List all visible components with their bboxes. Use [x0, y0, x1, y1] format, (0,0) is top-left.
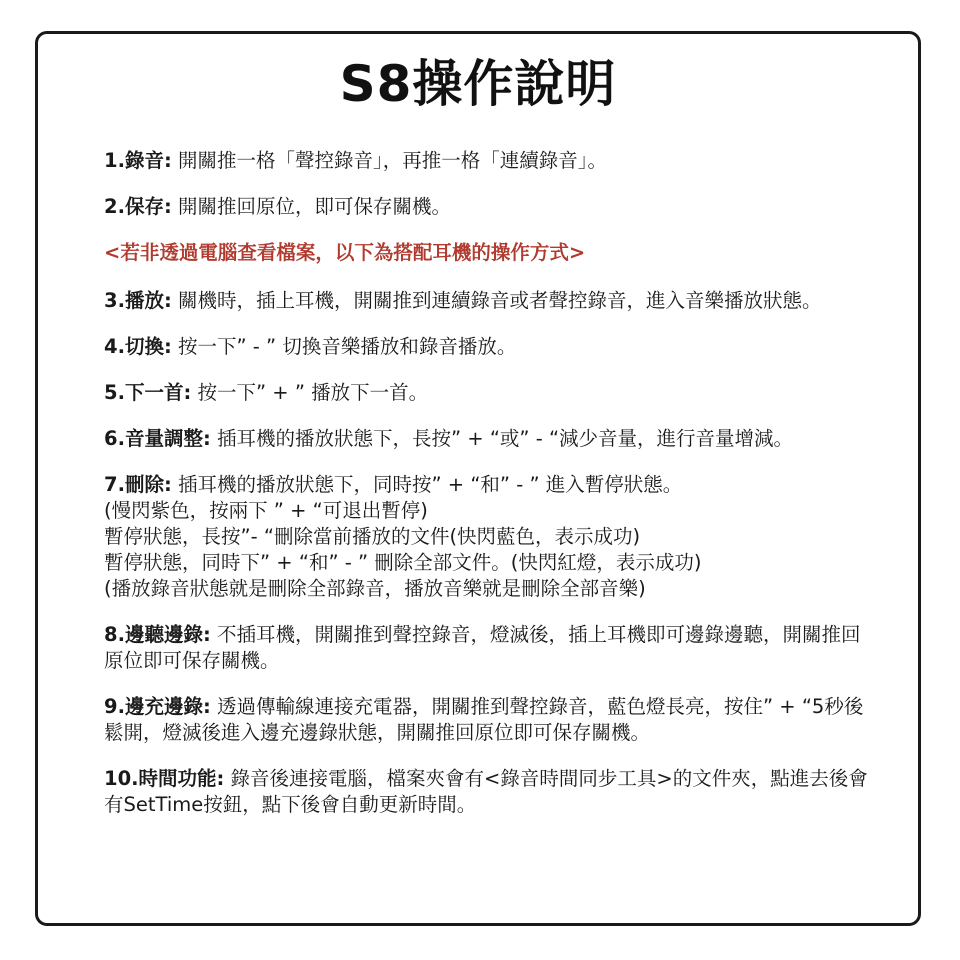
- section-label: 6.音量調整:: [104, 427, 211, 450]
- section-label: 7.刪除:: [104, 473, 172, 496]
- section-volume: [104, 426, 874, 452]
- section-text: 按一下” - ” 切換音樂播放和錄音播放。: [171, 335, 517, 358]
- section-label: 5.下一首:: [104, 381, 192, 404]
- section-text: 關機時，插上耳機，開關推到連續錄音或者聲控錄音，進入音樂播放狀態。: [171, 289, 822, 312]
- section-listen-while-recording: [104, 622, 874, 674]
- page-title: S8操作說明: [339, 55, 617, 113]
- section-next-track: [104, 380, 874, 406]
- section-text: 插耳機的播放狀態下，同時按” + “和” - ” 進入暫停狀態。: [171, 473, 683, 496]
- section-playback: [104, 288, 874, 314]
- section-label: 1.錄音:: [104, 149, 172, 172]
- section-delete-main: [104, 472, 874, 498]
- instruction-card: [35, 31, 921, 926]
- section-text: 按一下” + ” 播放下一首。: [191, 381, 429, 404]
- instruction-content: [104, 148, 874, 818]
- section-label: 8.邊聽邊錄:: [104, 623, 211, 646]
- section-text: 插耳機的播放狀態下，長按” + “或” - “減少音量，進行音量增減。: [210, 427, 794, 450]
- section-charge-while-recording: [104, 694, 874, 746]
- section-text: 不插耳機，開關推到聲控錄音，燈滅後，插上耳機即可邊錄邊聽，開關推回原位即可保存關機。: [104, 623, 861, 672]
- section-delete-note: (播放錄音狀態就是刪除全部錄音，播放音樂就是刪除全部音樂): [104, 577, 646, 600]
- section-text: 開關推一格「聲控錄音」，再推一格「連續錄音」。: [171, 149, 607, 172]
- section-label: 2.保存:: [104, 195, 172, 218]
- section-recording: [104, 148, 874, 174]
- section-switch: [104, 334, 874, 360]
- notice-line: <若非透過電腦查看檔案，以下為搭配耳機的操作方式>: [104, 241, 586, 264]
- section-text: 錄音後連接電腦，檔案夾會有<錄音時間同步工具>的文件夾，點進去後會有SetTime按鈕，點下後會自動更新時間。: [104, 767, 868, 816]
- section-delete-note: 暫停狀態，長按”- “刪除當前播放的文件(快閃藍色，表示成功): [104, 525, 641, 548]
- section-text: 透過傳輸線連接充電器，開關推到聲控錄音，藍色燈長亮，按住” + “5秒後鬆開，燈滅後進入邊充邊錄狀態，開關推回原位即可保存關機。: [104, 695, 864, 744]
- section-save: [104, 194, 874, 220]
- section-label: 4.切換:: [104, 335, 172, 358]
- section-label: 3.播放:: [104, 289, 172, 312]
- section-label: 9.邊充邊錄:: [104, 695, 211, 718]
- section-time-function: [104, 766, 874, 818]
- section-text: 開關推回原位，即可保存關機。: [171, 195, 451, 218]
- section-delete: [104, 472, 874, 602]
- section-delete-note: (慢閃紫色，按兩下 ” + “可退出暫停): [104, 499, 428, 522]
- section-label: 10.時間功能:: [104, 767, 225, 790]
- section-delete-note: 暫停狀態，同時下” + “和” - ” 刪除全部文件。(快閃紅燈，表示成功): [104, 551, 702, 574]
